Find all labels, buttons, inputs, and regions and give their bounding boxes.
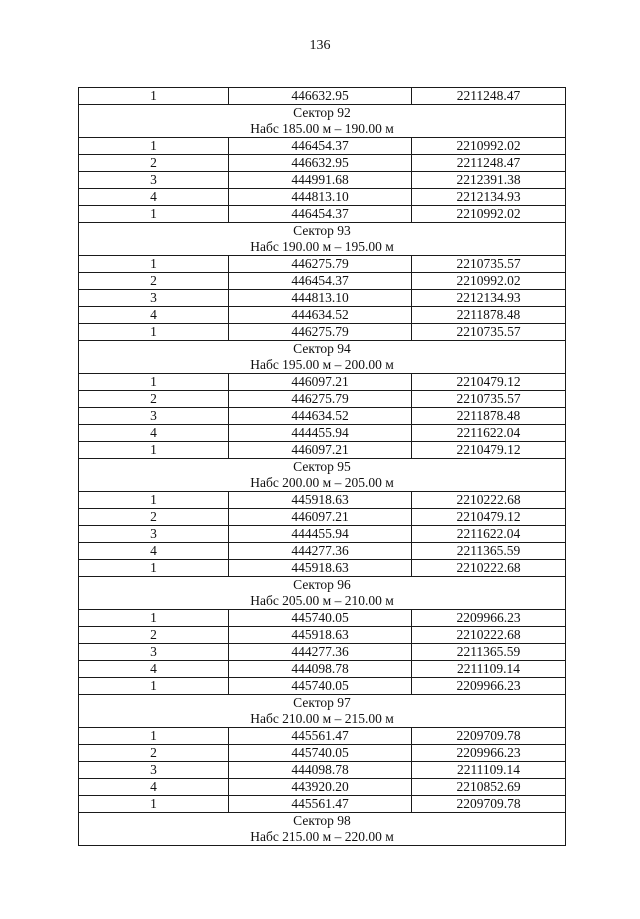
table-row	[79, 762, 566, 779]
table-row	[79, 543, 566, 560]
point-number-cell: 1	[79, 492, 229, 509]
x-coordinate-cell: 444634.52	[229, 408, 412, 425]
sector-title: Сектор 95	[293, 459, 351, 474]
x-coordinate-cell: 444098.78	[229, 661, 412, 678]
sector-title: Сектор 94	[293, 341, 351, 356]
sector-height-range: Набс 210.00 м – 215.00 м	[250, 711, 394, 726]
point-number-cell: 4	[79, 189, 229, 206]
sector-title: Сектор 98	[293, 813, 351, 828]
sector-title: Сектор 93	[293, 223, 351, 238]
x-coordinate-cell: 444277.36	[229, 644, 412, 661]
y-coordinate-cell: 2211109.14	[412, 661, 566, 678]
point-number-cell: 1	[79, 324, 229, 341]
sector-title: Сектор 96	[293, 577, 351, 592]
table-row	[79, 509, 566, 526]
sector-header	[79, 813, 566, 846]
table-row	[79, 442, 566, 459]
x-coordinate-cell: 446275.79	[229, 324, 412, 341]
point-number-cell: 1	[79, 138, 229, 155]
point-number-cell: 2	[79, 155, 229, 172]
coordinates-table	[78, 87, 566, 846]
sector-header-row	[79, 223, 566, 256]
y-coordinate-cell: 2210735.57	[412, 256, 566, 273]
table-row	[79, 492, 566, 509]
table-row	[79, 526, 566, 543]
sector-header-row	[79, 813, 566, 846]
table-row	[79, 745, 566, 762]
sector-header-row	[79, 341, 566, 374]
point-number-cell: 3	[79, 172, 229, 189]
y-coordinate-cell: 2211622.04	[412, 526, 566, 543]
table-row	[79, 627, 566, 644]
x-coordinate-cell: 444098.78	[229, 762, 412, 779]
point-number-cell: 3	[79, 644, 229, 661]
table-row	[79, 374, 566, 391]
y-coordinate-cell: 2210479.12	[412, 374, 566, 391]
y-coordinate-cell: 2212134.93	[412, 189, 566, 206]
point-number-cell: 4	[79, 425, 229, 442]
table-row	[79, 796, 566, 813]
table-row	[79, 324, 566, 341]
y-coordinate-cell: 2210222.68	[412, 560, 566, 577]
y-coordinate-cell: 2209966.23	[412, 678, 566, 695]
table-row	[79, 138, 566, 155]
point-number-cell: 2	[79, 627, 229, 644]
table-row	[79, 560, 566, 577]
x-coordinate-cell: 444634.52	[229, 307, 412, 324]
y-coordinate-cell: 2211109.14	[412, 762, 566, 779]
x-coordinate-cell: 445918.63	[229, 627, 412, 644]
x-coordinate-cell: 444813.10	[229, 189, 412, 206]
point-number-cell: 1	[79, 610, 229, 627]
page-number: 136	[309, 38, 331, 53]
table-row	[79, 678, 566, 695]
y-coordinate-cell: 2210992.02	[412, 138, 566, 155]
y-coordinate-cell: 2209966.23	[412, 745, 566, 762]
x-coordinate-cell: 444455.94	[229, 425, 412, 442]
table-row	[79, 610, 566, 627]
x-coordinate-cell: 445740.05	[229, 678, 412, 695]
table-row	[79, 189, 566, 206]
y-coordinate-cell: 2211365.59	[412, 543, 566, 560]
sector-title: Сектор 92	[293, 105, 351, 120]
y-coordinate-cell: 2210222.68	[412, 627, 566, 644]
coordinates-table-body	[79, 88, 566, 846]
point-number-cell: 1	[79, 560, 229, 577]
x-coordinate-cell: 446454.37	[229, 273, 412, 290]
table-row	[79, 206, 566, 223]
point-number-cell: 1	[79, 442, 229, 459]
y-coordinate-cell: 2209966.23	[412, 610, 566, 627]
point-number-cell: 3	[79, 526, 229, 543]
x-coordinate-cell: 446097.21	[229, 509, 412, 526]
y-coordinate-cell: 2211878.48	[412, 408, 566, 425]
point-number-cell: 1	[79, 374, 229, 391]
y-coordinate-cell: 2211248.47	[412, 88, 566, 105]
point-number-cell: 2	[79, 391, 229, 408]
sector-header	[79, 577, 566, 610]
point-number-cell: 2	[79, 273, 229, 290]
sector-title: Сектор 97	[293, 695, 351, 710]
x-coordinate-cell: 446097.21	[229, 442, 412, 459]
point-number-cell: 1	[79, 728, 229, 745]
y-coordinate-cell: 2209709.78	[412, 728, 566, 745]
sector-header	[79, 223, 566, 256]
table-row	[79, 290, 566, 307]
table-row	[79, 273, 566, 290]
x-coordinate-cell: 446275.79	[229, 391, 412, 408]
x-coordinate-cell: 446454.37	[229, 206, 412, 223]
point-number-cell: 3	[79, 408, 229, 425]
y-coordinate-cell: 2210222.68	[412, 492, 566, 509]
x-coordinate-cell: 444277.36	[229, 543, 412, 560]
y-coordinate-cell: 2209709.78	[412, 796, 566, 813]
x-coordinate-cell: 446275.79	[229, 256, 412, 273]
table-row	[79, 408, 566, 425]
table-row	[79, 155, 566, 172]
point-number-cell: 3	[79, 762, 229, 779]
sector-height-range: Набс 205.00 м – 210.00 м	[250, 593, 394, 608]
y-coordinate-cell: 2210852.69	[412, 779, 566, 796]
sector-height-range: Набс 185.00 м – 190.00 м	[250, 121, 394, 136]
table-row	[79, 661, 566, 678]
point-number-cell: 3	[79, 290, 229, 307]
sector-height-range: Набс 215.00 м – 220.00 м	[250, 829, 394, 844]
table-row	[79, 391, 566, 408]
sector-height-range: Набс 200.00 м – 205.00 м	[250, 475, 394, 490]
x-coordinate-cell: 446454.37	[229, 138, 412, 155]
table-row	[79, 728, 566, 745]
y-coordinate-cell: 2210992.02	[412, 273, 566, 290]
sector-header-row	[79, 577, 566, 610]
y-coordinate-cell: 2210735.57	[412, 324, 566, 341]
y-coordinate-cell: 2210735.57	[412, 391, 566, 408]
y-coordinate-cell: 2210479.12	[412, 442, 566, 459]
x-coordinate-cell: 444991.68	[229, 172, 412, 189]
x-coordinate-cell: 444455.94	[229, 526, 412, 543]
table-row	[79, 307, 566, 324]
y-coordinate-cell: 2211365.59	[412, 644, 566, 661]
sector-header	[79, 695, 566, 728]
table-row	[79, 779, 566, 796]
y-coordinate-cell: 2210479.12	[412, 509, 566, 526]
x-coordinate-cell: 445740.05	[229, 610, 412, 627]
sector-height-range: Набс 190.00 м – 195.00 м	[250, 239, 394, 254]
point-number-cell: 1	[79, 796, 229, 813]
sector-header	[79, 105, 566, 138]
point-number-cell: 4	[79, 307, 229, 324]
point-number-cell: 4	[79, 661, 229, 678]
sector-header-row	[79, 105, 566, 138]
y-coordinate-cell: 2211878.48	[412, 307, 566, 324]
point-number-cell: 2	[79, 745, 229, 762]
y-coordinate-cell: 2211622.04	[412, 425, 566, 442]
x-coordinate-cell: 445918.63	[229, 492, 412, 509]
table-row	[79, 172, 566, 189]
x-coordinate-cell: 445918.63	[229, 560, 412, 577]
x-coordinate-cell: 446632.95	[229, 155, 412, 172]
point-number-cell: 2	[79, 509, 229, 526]
sector-header	[79, 459, 566, 492]
sector-header	[79, 341, 566, 374]
point-number-cell: 1	[79, 88, 229, 105]
table-row	[79, 644, 566, 661]
point-number-cell: 1	[79, 206, 229, 223]
x-coordinate-cell: 444813.10	[229, 290, 412, 307]
table-row	[79, 88, 566, 105]
y-coordinate-cell: 2212134.93	[412, 290, 566, 307]
point-number-cell: 1	[79, 256, 229, 273]
x-coordinate-cell: 446097.21	[229, 374, 412, 391]
sector-height-range: Набс 195.00 м – 200.00 м	[250, 357, 394, 372]
x-coordinate-cell: 445740.05	[229, 745, 412, 762]
y-coordinate-cell: 2212391.38	[412, 172, 566, 189]
x-coordinate-cell: 443920.20	[229, 779, 412, 796]
y-coordinate-cell: 2210992.02	[412, 206, 566, 223]
table-row	[79, 256, 566, 273]
point-number-cell: 4	[79, 779, 229, 796]
x-coordinate-cell: 445561.47	[229, 796, 412, 813]
point-number-cell: 4	[79, 543, 229, 560]
sector-header-row	[79, 459, 566, 492]
sector-header-row	[79, 695, 566, 728]
point-number-cell: 1	[79, 678, 229, 695]
x-coordinate-cell: 445561.47	[229, 728, 412, 745]
x-coordinate-cell: 446632.95	[229, 88, 412, 105]
table-row	[79, 425, 566, 442]
y-coordinate-cell: 2211248.47	[412, 155, 566, 172]
